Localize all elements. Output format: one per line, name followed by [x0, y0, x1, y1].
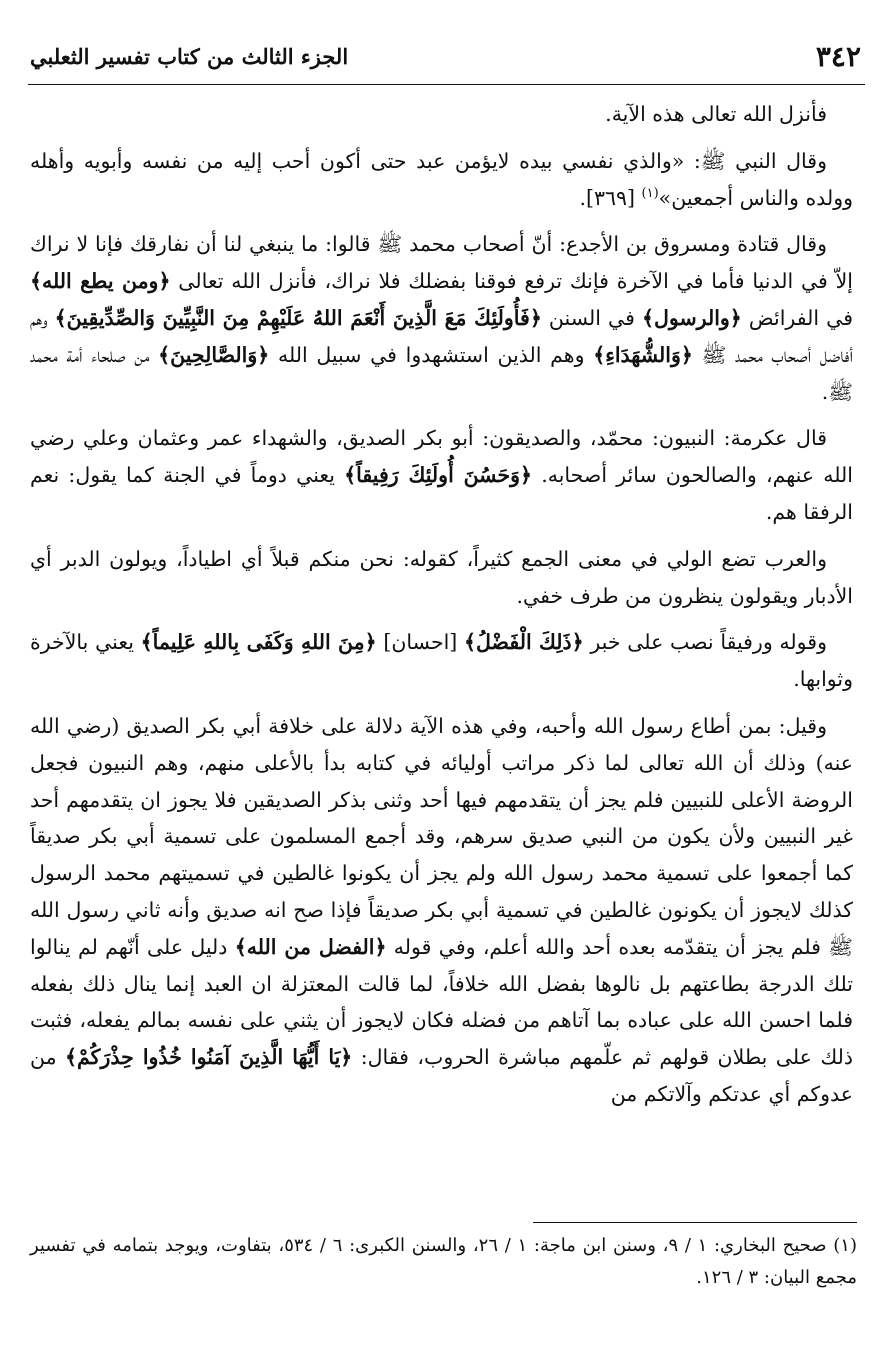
paragraph — [30, 226, 853, 410]
quran-verse: ﴿وَحَسُنَ أُولَئِكَ رَفِيقاً﴾ — [344, 463, 533, 488]
paragraph — [30, 708, 853, 1113]
footnote-text: (١) صحيح البخاري: ١ / ٩، وسنن ابن ماجة: ١ / ٢٦، والسنن الكبرى: ٦ / ٥٣٤، بتفاوت، ويوجد بتمامه في تفسير مجمع البيان: ٣ / ١٢٦. — [30, 1235, 857, 1288]
quran-verse: ﴿فَأُولَئِكَ مَعَ الَّذِينَ أَنْعَمَ اللهُ عَلَيْهِمْ مِنَ النَّبِيِّينَ وَالصِّدِّيقِينَ﴾ — [54, 305, 542, 330]
page-number: ٣٤٢ — [815, 39, 861, 73]
quran-verse: ﴿ومن يطع الله﴾ — [30, 269, 171, 294]
text-run: من صلحاء أمة محمد ﷺ. — [30, 342, 853, 404]
quran-verse: ﴿والرسول﴾ — [641, 305, 742, 330]
quran-verse: ﴿الفضل من الله﴾ — [234, 934, 387, 959]
quran-verse: ﴿وَالشُّهَدَاءِ﴾ — [593, 342, 693, 367]
quran-verse: ﴿وَالصَّالِحِينَ﴾ — [158, 342, 270, 367]
footnote-separator — [533, 1222, 857, 1223]
paragraph — [30, 420, 853, 530]
text-run: [٣٦٩]. — [579, 185, 642, 210]
text-run: في السنن — [541, 305, 642, 330]
text-run: [احسان] — [376, 630, 465, 655]
paragraph — [30, 96, 853, 133]
text-run: في الفرائض — [741, 305, 853, 330]
quran-verse: ﴿ذَلِكَ الْفَضْلُ﴾ — [464, 630, 584, 655]
text-run: وقوله ورفيقاً نصب على خبر — [583, 630, 827, 655]
body-text — [30, 96, 853, 1365]
paragraph — [30, 624, 853, 698]
text-run: قال عكرمة: النبيون: محمّد، والصديقون: أبو بكر الصديق، والشهداء عمر وعثمان وعلي رضي الله عنهم، والصالحون سائر أصحابه. — [30, 426, 853, 488]
text-run: من عدوكم أي عدتكم وآلاتكم من — [30, 1045, 853, 1106]
paragraph — [30, 143, 853, 217]
text-run: وهم الذين استشهدوا في سبيل الله — [269, 342, 594, 367]
footnote — [30, 1230, 857, 1294]
text-run: وقيل: بمن أطاع رسول الله وأحبه، وفي هذه الآية دلالة على خلافة أبي بكر الصديق (رضي الله عنه) وذلك أن الله تعالى لما ذكر مراتب أوليائه في كتابه بدأ بالأعلى منهم، وهم النبيون فجعل الروضة الأعلى للنبيين فلم يجز أن يتقدمهم فيها أحد وثنى بذكر الصديقين فلا يجوز ان يتقدمهم أحد غير النبيين ولأن يكون من النبي صديق سرهم، وقد أجمع المسلمون على تسمية أبي بكر صديقاً كما أجمعوا على تسمية محمد رسول الله ولم يجز أن يكونوا غالطين في تسميتهم محمد الرسول كذلك لايجوز أن يكونون غالطين في تسمية أبي بكر صديقاً فإذا صح انه صديق وأنه ثاني رسول الله ﷺ فلم يجز أن يتقدّمه بعده أحد والله أعلم، وفي قوله — [30, 713, 853, 959]
text-run: دليل على أنّهم لم ينالوا تلك الدرجة بطاعتهم بل نالوها بفضل الله خلافاً، لما قالت المعتزلة ان العبد إنما ينال ذلك بفعله فلما احسن الله على عباده بما آتاهم من فضله فكان لايجوز أن يثني على نفسه بمالم يفعله، فثبت ذلك على بطلان قولهم ثم علّمهم مباشرة الحروب، فقال: — [30, 934, 853, 1070]
header-rule — [28, 84, 865, 85]
paragraph — [30, 541, 853, 615]
text-run: وهم أفاضل أصحاب محمد ﷺ — [30, 305, 853, 367]
text-run: يعني دوماً في الجنة كما يقول: نعم الرفقا هم. — [30, 463, 853, 524]
page-header — [30, 34, 861, 78]
text-run: والعرب تضع الولي في معنى الجمع كثيراً، كقوله: نحن منكم قبلاً أي اطياداً، ويولون الدبر أي الأدبار ويقولون ينظرون من طرف خفي. — [30, 546, 853, 608]
quran-verse: ﴿مِنَ اللهِ وَكَفَى بِاللهِ عَلِيماً﴾ — [140, 630, 377, 655]
text-run: وقال قتادة ومسروق بن الأجدع: أنّ أصحاب محمد ﷺ قالوا: ما ينبغي لنا أن نفارقك فإنا لا نراك إلاّ في الدنيا فأما في الآخرة فإنك ترفع فوقنا بفضلك فلا نراك، فأنزل الله تعالى — [30, 232, 853, 294]
running-title: الجزء الثالث من كتاب تفسير الثعلبي — [30, 43, 349, 69]
quran-verse: ﴿يَا أَيُّهَا الَّذِينَ آمَنُوا خُذُوا حِذْرَكُمْ﴾ — [65, 1045, 353, 1070]
text-run: يعني بالآخرة وثوابها. — [30, 630, 853, 692]
footnote-reference: (١) — [641, 185, 659, 201]
text-run: فأنزل الله تعالى هذه الآية. — [605, 102, 827, 126]
text-run: وقال النبي ﷺ: «والذي نفسي بيده لايؤمن عبد حتى أكون أحب إليه من نفسه وأبويه وأهله وولده والناس أجمعين» — [30, 148, 853, 210]
